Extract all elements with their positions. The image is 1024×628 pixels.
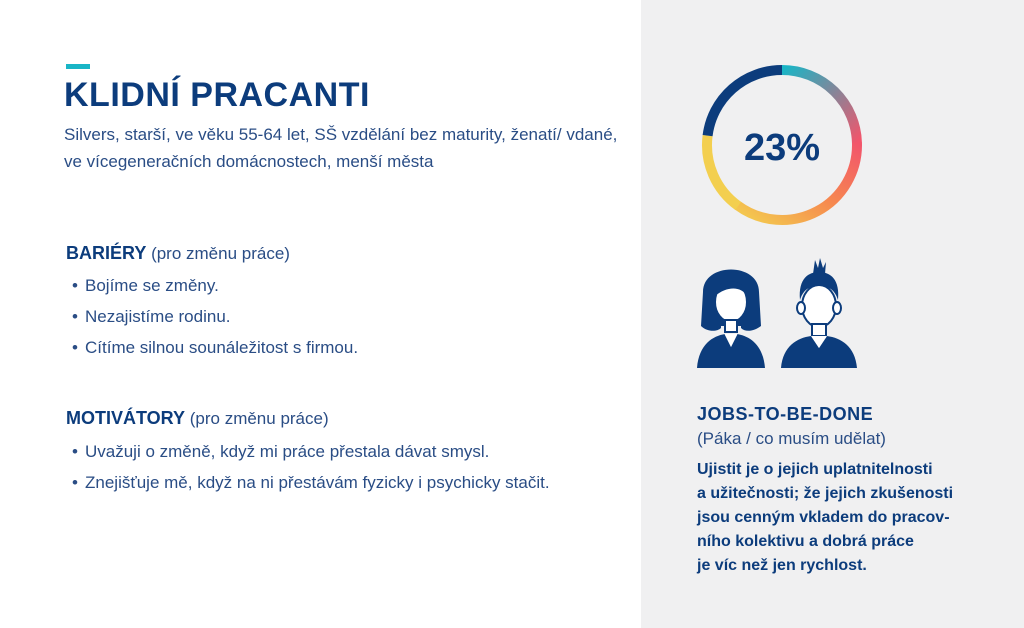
woman-avatar-icon [697, 270, 765, 369]
motivators-heading [66, 408, 329, 429]
donut-segment-rest-left [707, 136, 738, 206]
jtbd-subheading: (Páka / co musím udělat) [697, 429, 886, 448]
jtbd-line: ního kolektivu a dobrá práce [697, 533, 914, 550]
list-item: • Nezajistíme rodinu. [72, 307, 358, 338]
motivators-title: MOTIVÁTORY [66, 408, 186, 428]
list-item: • Uvažuji o změně, když mi práce přestala dávat smysl. [72, 442, 550, 473]
jtbd-line: a užitečnosti; že jejich zkušenosti [697, 485, 954, 502]
donut-value-label: 23% [743, 127, 821, 169]
barriers-list [72, 276, 358, 369]
donut-segment-highlight [708, 70, 782, 136]
segment-description: Silvers, starší, ve věku 55-64 let, SŠ vzdělání bez maturity, ženatí/ vdané, ve vícegeneračních domácnostech, menší města [64, 125, 618, 171]
list-item: • Cítíme silnou sounáležitost s firmou. [72, 338, 358, 369]
list-item: • Bojíme se změny. [72, 276, 358, 307]
barriers-heading [66, 243, 290, 264]
percentage-donut-chart [700, 63, 864, 227]
jtbd-description [697, 458, 997, 578]
barriers-note: (pro změnu práce) [146, 244, 290, 263]
title-accent-bar [66, 64, 90, 69]
man-avatar-icon [781, 258, 857, 368]
motivators-note: (pro změnu práce) [185, 409, 329, 428]
people-illustration [697, 256, 862, 371]
jtbd-line: je víc než jen rychlost. [697, 557, 867, 574]
motivators-list [72, 442, 550, 504]
list-item: • Znejišťuje mě, když na ni přestávám fyzicky i psychicky stačit. [72, 473, 550, 504]
jtbd-line: Ujistit je o jejich uplatnitelnosti [697, 461, 933, 478]
barriers-title: BARIÉRY [66, 243, 147, 263]
page-title: KLIDNÍ PRACANTI [64, 76, 370, 114]
jtbd-heading: JOBS-TO-BE-DONE [697, 404, 874, 424]
jtbd-line: jsou cenným vkladem do pracov- [697, 509, 950, 526]
